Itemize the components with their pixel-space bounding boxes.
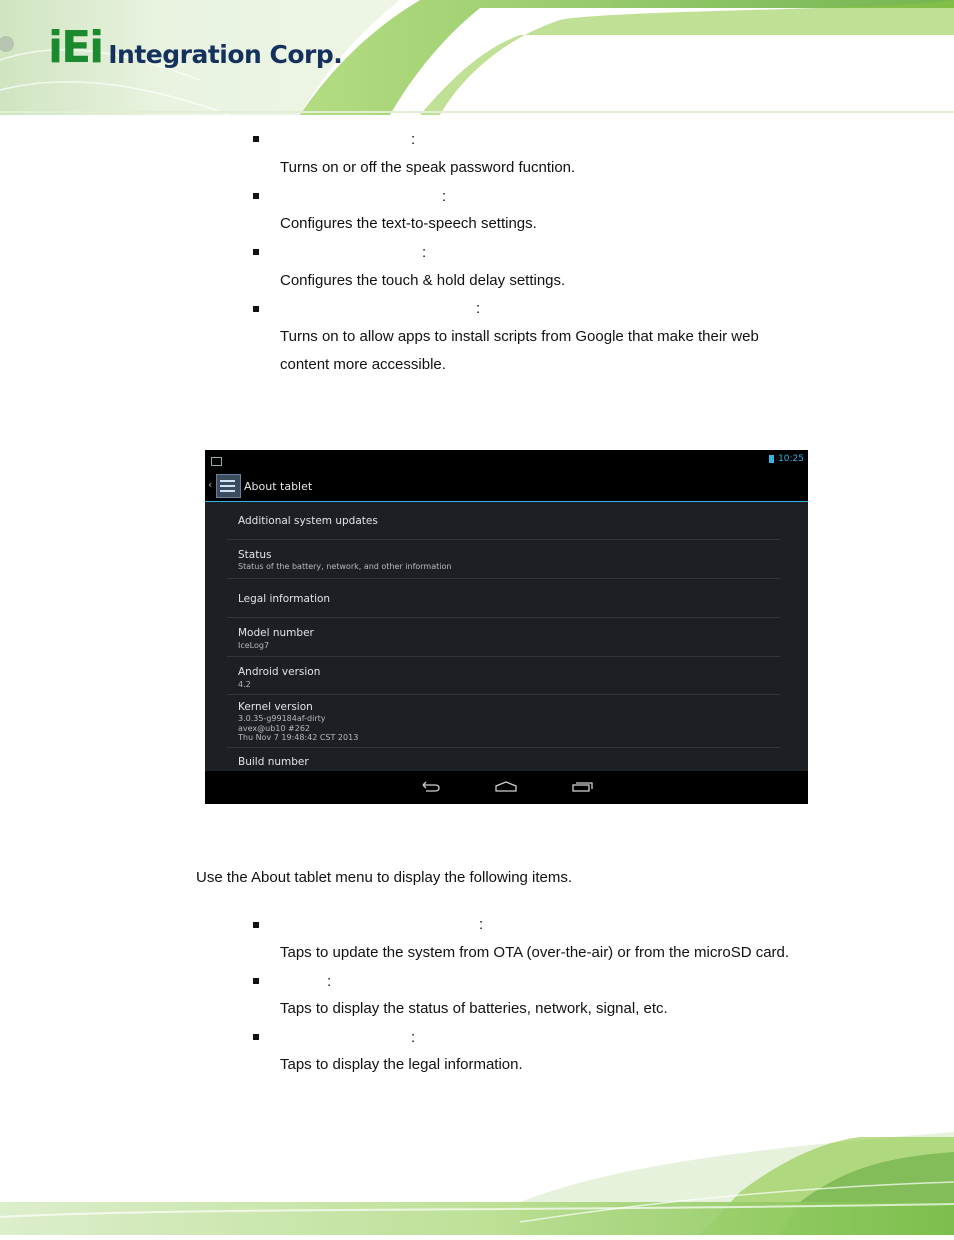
screen-title: About tablet [244,480,313,493]
status-bar [205,450,808,470]
list-item-title: Android version [238,666,321,678]
list-item-subtitle: Thu Nov 7 19:48:42 CST 2013 [238,733,359,742]
company-logo [48,22,343,73]
settings-icon[interactable] [216,474,241,498]
picture-icon [211,457,222,466]
item-colon: : [327,973,332,990]
list-item-title: Status [238,549,272,561]
bullet-icon [253,193,259,199]
item-colon: : [476,300,481,317]
list-item-title: Additional system updates [238,515,378,527]
list-item-additional-updates[interactable] [227,502,780,540]
logo-mark: iEi [48,22,103,73]
settings-list [227,502,780,778]
list-item-legal[interactable] [227,579,780,618]
status-time: 10:25 [778,454,804,464]
navigation-bar [205,771,808,804]
list-item-android-version[interactable] [227,657,780,695]
item-colon: : [479,916,484,933]
bullet-icon [253,306,259,312]
item-description: Taps to display the legal information. [280,1056,523,1073]
list-item-title: Legal information [238,593,331,605]
list-item-subtitle: 3.0.35-g99184af-dirty [238,714,326,723]
item-description: Configures the text-to-speech settings. [280,215,537,232]
item-description: Turns on or off the speak password fucntion. [280,159,576,176]
item-colon: : [411,131,416,148]
footer-graphic [0,1132,954,1235]
item-description: Taps to display the status of batteries, network, signal, etc. [280,1000,668,1017]
page-header [0,0,954,115]
list-item-title: Kernel version [238,701,313,713]
chevron-left-icon[interactable]: ‹ [208,478,213,491]
bullet-icon [253,249,259,255]
list-item-subtitle: avex@ub10 #262 [238,724,310,733]
list-item-model [227,618,780,657]
list-item-subtitle: Status of the battery, network, and other information [238,562,452,571]
action-bar [205,470,808,502]
list-item-kernel-version [227,695,780,748]
list-item-title: Model number [238,627,314,639]
bullet-icon [253,136,259,142]
home-icon[interactable] [495,781,517,793]
bullet-icon [253,1034,259,1040]
item-colon: : [442,188,447,205]
recent-apps-icon[interactable] [572,781,594,793]
list-item-status[interactable] [227,540,780,579]
page-footer [0,1132,954,1235]
list-item-subtitle: IceLog7 [238,641,270,650]
list-item-subtitle: 4.2 [238,680,251,689]
about-tablet-screenshot [205,450,808,804]
item-description: Turns on to allow apps to install scripts from Google that make their web content more accessible. [280,328,759,373]
item-description: Configures the touch & hold delay settings. [280,272,566,289]
intro-text: Use the About tablet menu to display the following items. [196,869,573,886]
logo-text: Integration Corp. [108,40,343,69]
bullet-icon [253,978,259,984]
status-right [769,454,804,464]
item-description: Taps to update the system from OTA (over-the-air) or from the microSD card. [280,944,790,961]
battery-icon [769,455,774,463]
bullet-icon [253,922,259,928]
list-item-title: Build number [238,756,309,768]
item-colon: : [422,244,427,261]
item-colon: : [411,1029,416,1046]
back-icon[interactable] [421,781,441,793]
